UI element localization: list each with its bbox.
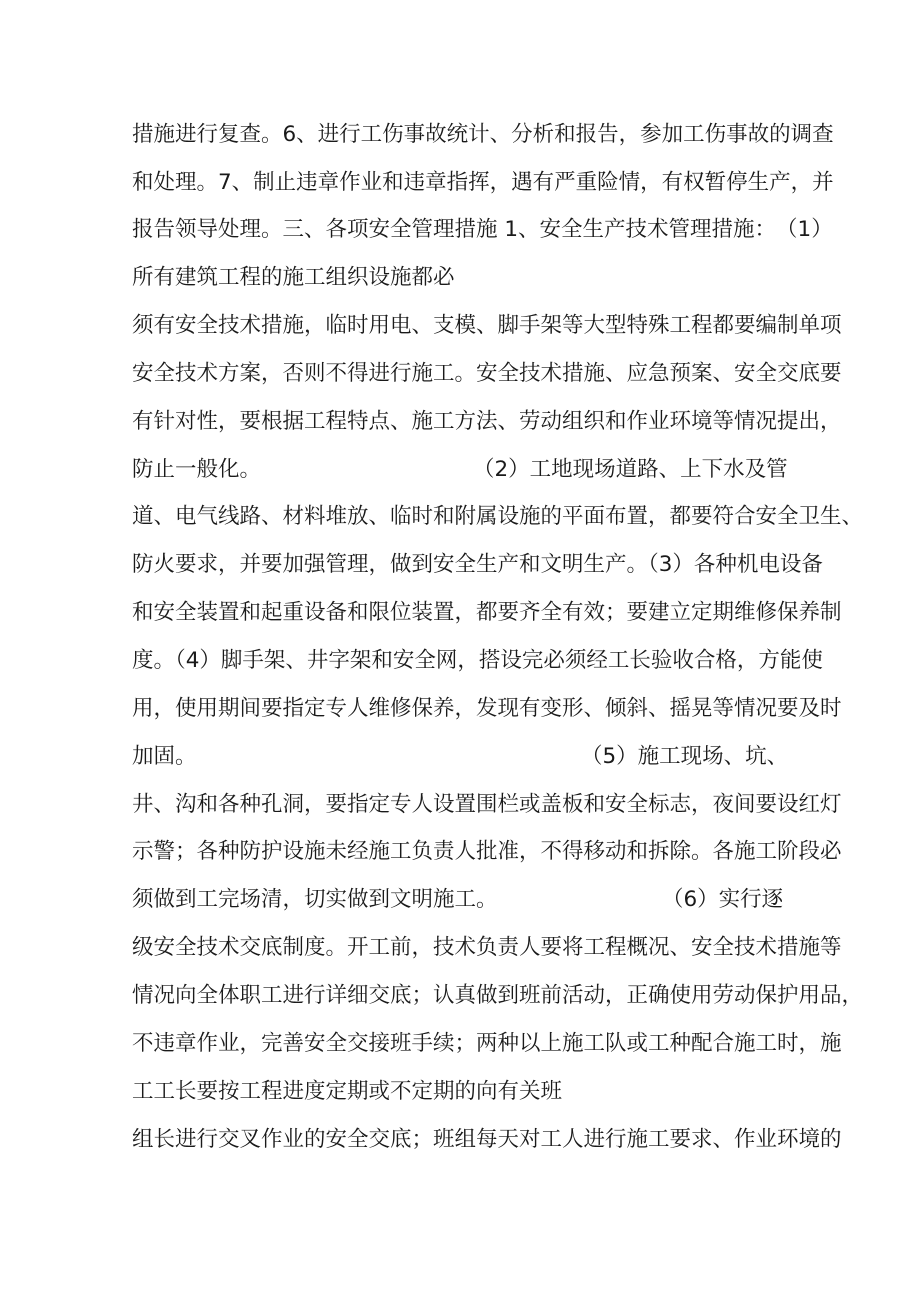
text-line: 所有建筑工程的施工组织设施都必: [132, 265, 455, 290]
text-line: 组长进行交叉作业的安全交底；班组每天对工人进行施工要求、作业环境的: [132, 1127, 842, 1152]
text-line: 工工长要按工程进度定期或不定期的向有关班: [132, 1079, 563, 1104]
text-line: 和处理。7、制止违章作业和违章指挥，遇有严重险情，有权暂停生产，并: [132, 170, 834, 195]
text-line: 井、沟和各种孔洞，要指定专人设置围栏或盖板和安全标志，夜间要设红灯: [132, 792, 842, 817]
text-segment: （2）工地现场道路、上下水及管: [473, 457, 788, 482]
text-line: 和安全装置和起重设备和限位装置，都要齐全有效；要建立定期维修保养制: [132, 600, 842, 625]
text-line: 报告领导处理。三、各项安全管理措施 1、安全生产技术管理措施： （1）: [132, 217, 833, 242]
text-segment: 须做到工完场清，切实做到文明施工。: [132, 887, 498, 912]
text-line: 有针对性，要根据工程特点、施工方法、劳动组织和作业环境等情况提出，: [132, 409, 842, 434]
text-line: 不违章作业，完善安全交接班手续；两种以上施工队或工种配合施工时，施: [132, 1031, 842, 1056]
text-line: 须有安全技术措施，临时用电、支模、脚手架等大型特殊工程都要编制单项: [132, 313, 842, 338]
text-segment: （6）实行逐: [662, 887, 784, 912]
text-line: 防火要求，并要加强管理，做到安全生产和文明生产。（3）各种机电设备: [132, 552, 823, 577]
text-line: 示警；各种防护设施未经施工负责人批准，不得移动和拆除。各施工阶段必: [132, 839, 842, 864]
text-line: [132, 455, 789, 485]
text-line: [132, 885, 789, 915]
text-line: 级安全技术交底制度。开工前，技术负责人要将工程概况、安全技术措施等: [132, 935, 842, 960]
text-segment: 防止一般化。: [132, 457, 262, 482]
text-line: 度。（4）脚手架、井字架和安全网，搭设完必须经工长验收合格，方能使: [132, 648, 823, 673]
text-segment: 加固。: [132, 744, 197, 769]
text-segment: （5）施工现场、坑、: [581, 744, 789, 769]
text-line: 安全技术方案，否则不得进行施工。安全技术措施、应急预案、安全交底要: [132, 361, 842, 386]
text-line: 用，使用期间要指定专人维修保养，发现有变形、倾斜、摇晃等情况要及时: [132, 696, 842, 721]
text-line: [132, 742, 789, 772]
text-line: 措施进行复查。6、进行工伤事故统计、分析和报告，参加工伤事故的调查: [132, 122, 834, 147]
text-line: 道、电气线路、材料堆放、临时和附属设施的平面布置，都要符合安全卫生、: [132, 504, 864, 529]
text-line: 情况向全体职工进行详细交底；认真做到班前活动，正确使用劳动保护用品，: [132, 983, 864, 1008]
